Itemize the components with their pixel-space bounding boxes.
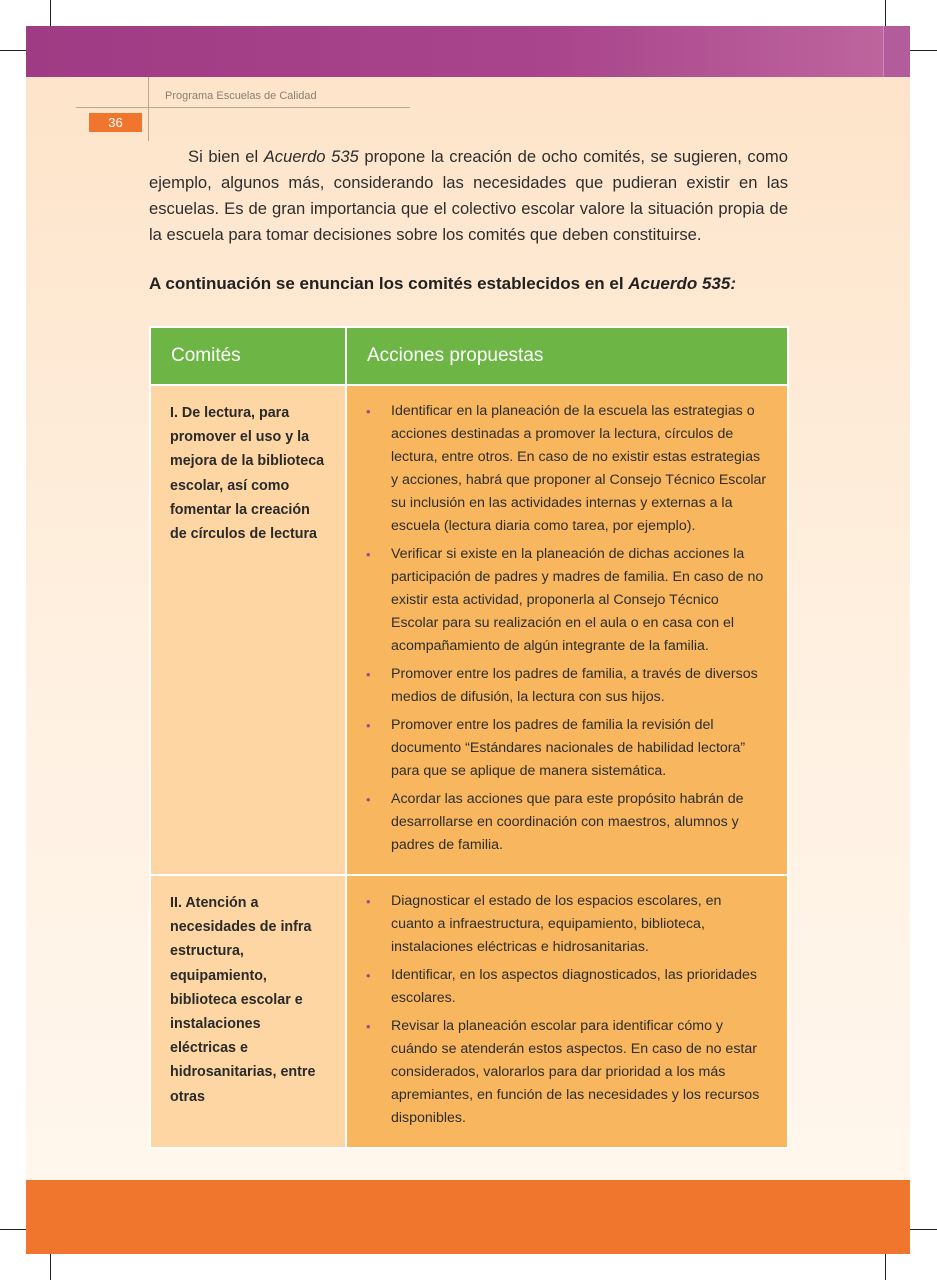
crop-mark	[0, 50, 26, 51]
crop-mark	[50, 0, 51, 26]
crop-mark	[910, 1229, 937, 1230]
header-band-tab	[883, 26, 910, 77]
committees-table	[149, 326, 789, 1149]
intro-text-2: propone la creación de ocho comités, se sugieren, como ejemplo, algunos más, considerando las necesidades que pudieran existir en las escuelas. Es de gran importancia que el colectivo escolar valore la situación propia de la escuela para tomar decisiones sobre los comités que deben constituirse.	[149, 147, 788, 244]
crop-mark	[0, 1229, 26, 1230]
header-divider-vertical	[148, 77, 149, 141]
bullet-icon: •	[366, 894, 371, 909]
list-item	[366, 788, 767, 857]
bullet-icon: •	[366, 1019, 371, 1034]
lead-text: A continuación se enuncian los comités establecidos en el	[149, 274, 629, 293]
list-item-text: Promover entre los padres de familia la revisión del documento “Estándares nacionales de habilidad lectora” para que se aplique de manera sistemática.	[391, 717, 746, 779]
list-item	[366, 663, 767, 709]
bullet-icon: •	[366, 968, 371, 983]
page-number: 36	[89, 113, 142, 132]
list-item-text: Revisar la planeación escolar para identificar cómo y cuándo se atenderán estos aspectos. En caso de no estar considerados, valorarlos para dar prioridad a los más apremiantes, en función de las necesidades y los recursos disponibles.	[391, 1018, 760, 1126]
list-item	[366, 400, 767, 538]
bullet-icon: •	[366, 404, 371, 419]
list-item-text: Identificar, en los aspectos diagnosticados, las prioridades escolares.	[391, 967, 757, 1006]
list-item-text: Identificar en la planeación de la escuela las estrategias o acciones destinadas a promover la lectura, círculos de lectura, entre otros. En caso de no existir estas estrategias y acciones, habrá que proponer al Consejo Técnico Escolar su inclusión en las actividades internas y externas a la escuela (lectura diaria como tarea, por ejemplo).	[391, 403, 767, 534]
table-header-row	[150, 327, 788, 385]
bullet-icon: •	[366, 547, 371, 562]
acciones-list	[366, 890, 767, 1130]
column-header-acciones: Acciones propuestas	[346, 327, 788, 385]
header-divider	[76, 107, 410, 108]
column-header-comites: Comités	[150, 327, 346, 385]
list-item-text: Verificar si existe en la planeación de dichas acciones la participación de padres y madres de familia. En caso de no existir esta actividad, proponerla al Consejo Técnico Escolar para su realización en el aula o en casa con el acompañamiento de algún integrante de la familia.	[391, 546, 764, 654]
crop-mark	[910, 50, 937, 51]
comite-cell: II. Atención a necesidades de infra estructura, equipamiento, biblioteca escolar e instalaciones eléctricas e hidrosanitarias, entre otras	[150, 875, 346, 1148]
table-row	[150, 385, 788, 875]
bullet-icon: •	[366, 718, 371, 733]
header-band	[26, 26, 910, 77]
list-item	[366, 543, 767, 658]
bullet-icon: •	[366, 792, 371, 807]
acciones-list	[366, 400, 767, 857]
intro-text-1: Si bien el	[188, 147, 264, 166]
table-row	[150, 875, 788, 1148]
running-head: Programa Escuelas de Calidad	[165, 90, 317, 102]
page	[26, 26, 910, 1254]
acciones-cell	[346, 385, 788, 875]
crop-mark	[50, 1254, 51, 1280]
list-item	[366, 714, 767, 783]
list-item	[366, 1015, 767, 1130]
lead-sentence	[149, 274, 736, 294]
crop-mark	[885, 0, 886, 26]
list-item-text: Promover entre los padres de familia, a través de diversos medios de difusión, la lectura con sus hijos.	[391, 666, 758, 705]
bullet-icon: •	[366, 667, 371, 682]
list-item	[366, 890, 767, 959]
lead-italic: Acuerdo 535:	[628, 274, 736, 293]
list-item-text: Diagnosticar el estado de los espacios escolares, en cuanto a infraestructura, equipamiento, biblioteca, instalaciones eléctricas e hidrosanitarias.	[391, 893, 722, 955]
crop-mark	[885, 1254, 886, 1280]
list-item	[366, 964, 767, 1010]
intro-paragraph	[149, 144, 788, 248]
footer-band	[26, 1180, 910, 1254]
comite-cell: I. De lectura, para promover el uso y la mejora de la biblioteca escolar, así como fomentar la creación de círculos de lectura	[150, 385, 346, 875]
acciones-cell	[346, 875, 788, 1148]
intro-italic: Acuerdo 535	[263, 147, 359, 166]
list-item-text: Acordar las acciones que para este propósito habrán de desarrollarse en coordinación con maestros, alumnos y padres de familia.	[391, 791, 744, 853]
